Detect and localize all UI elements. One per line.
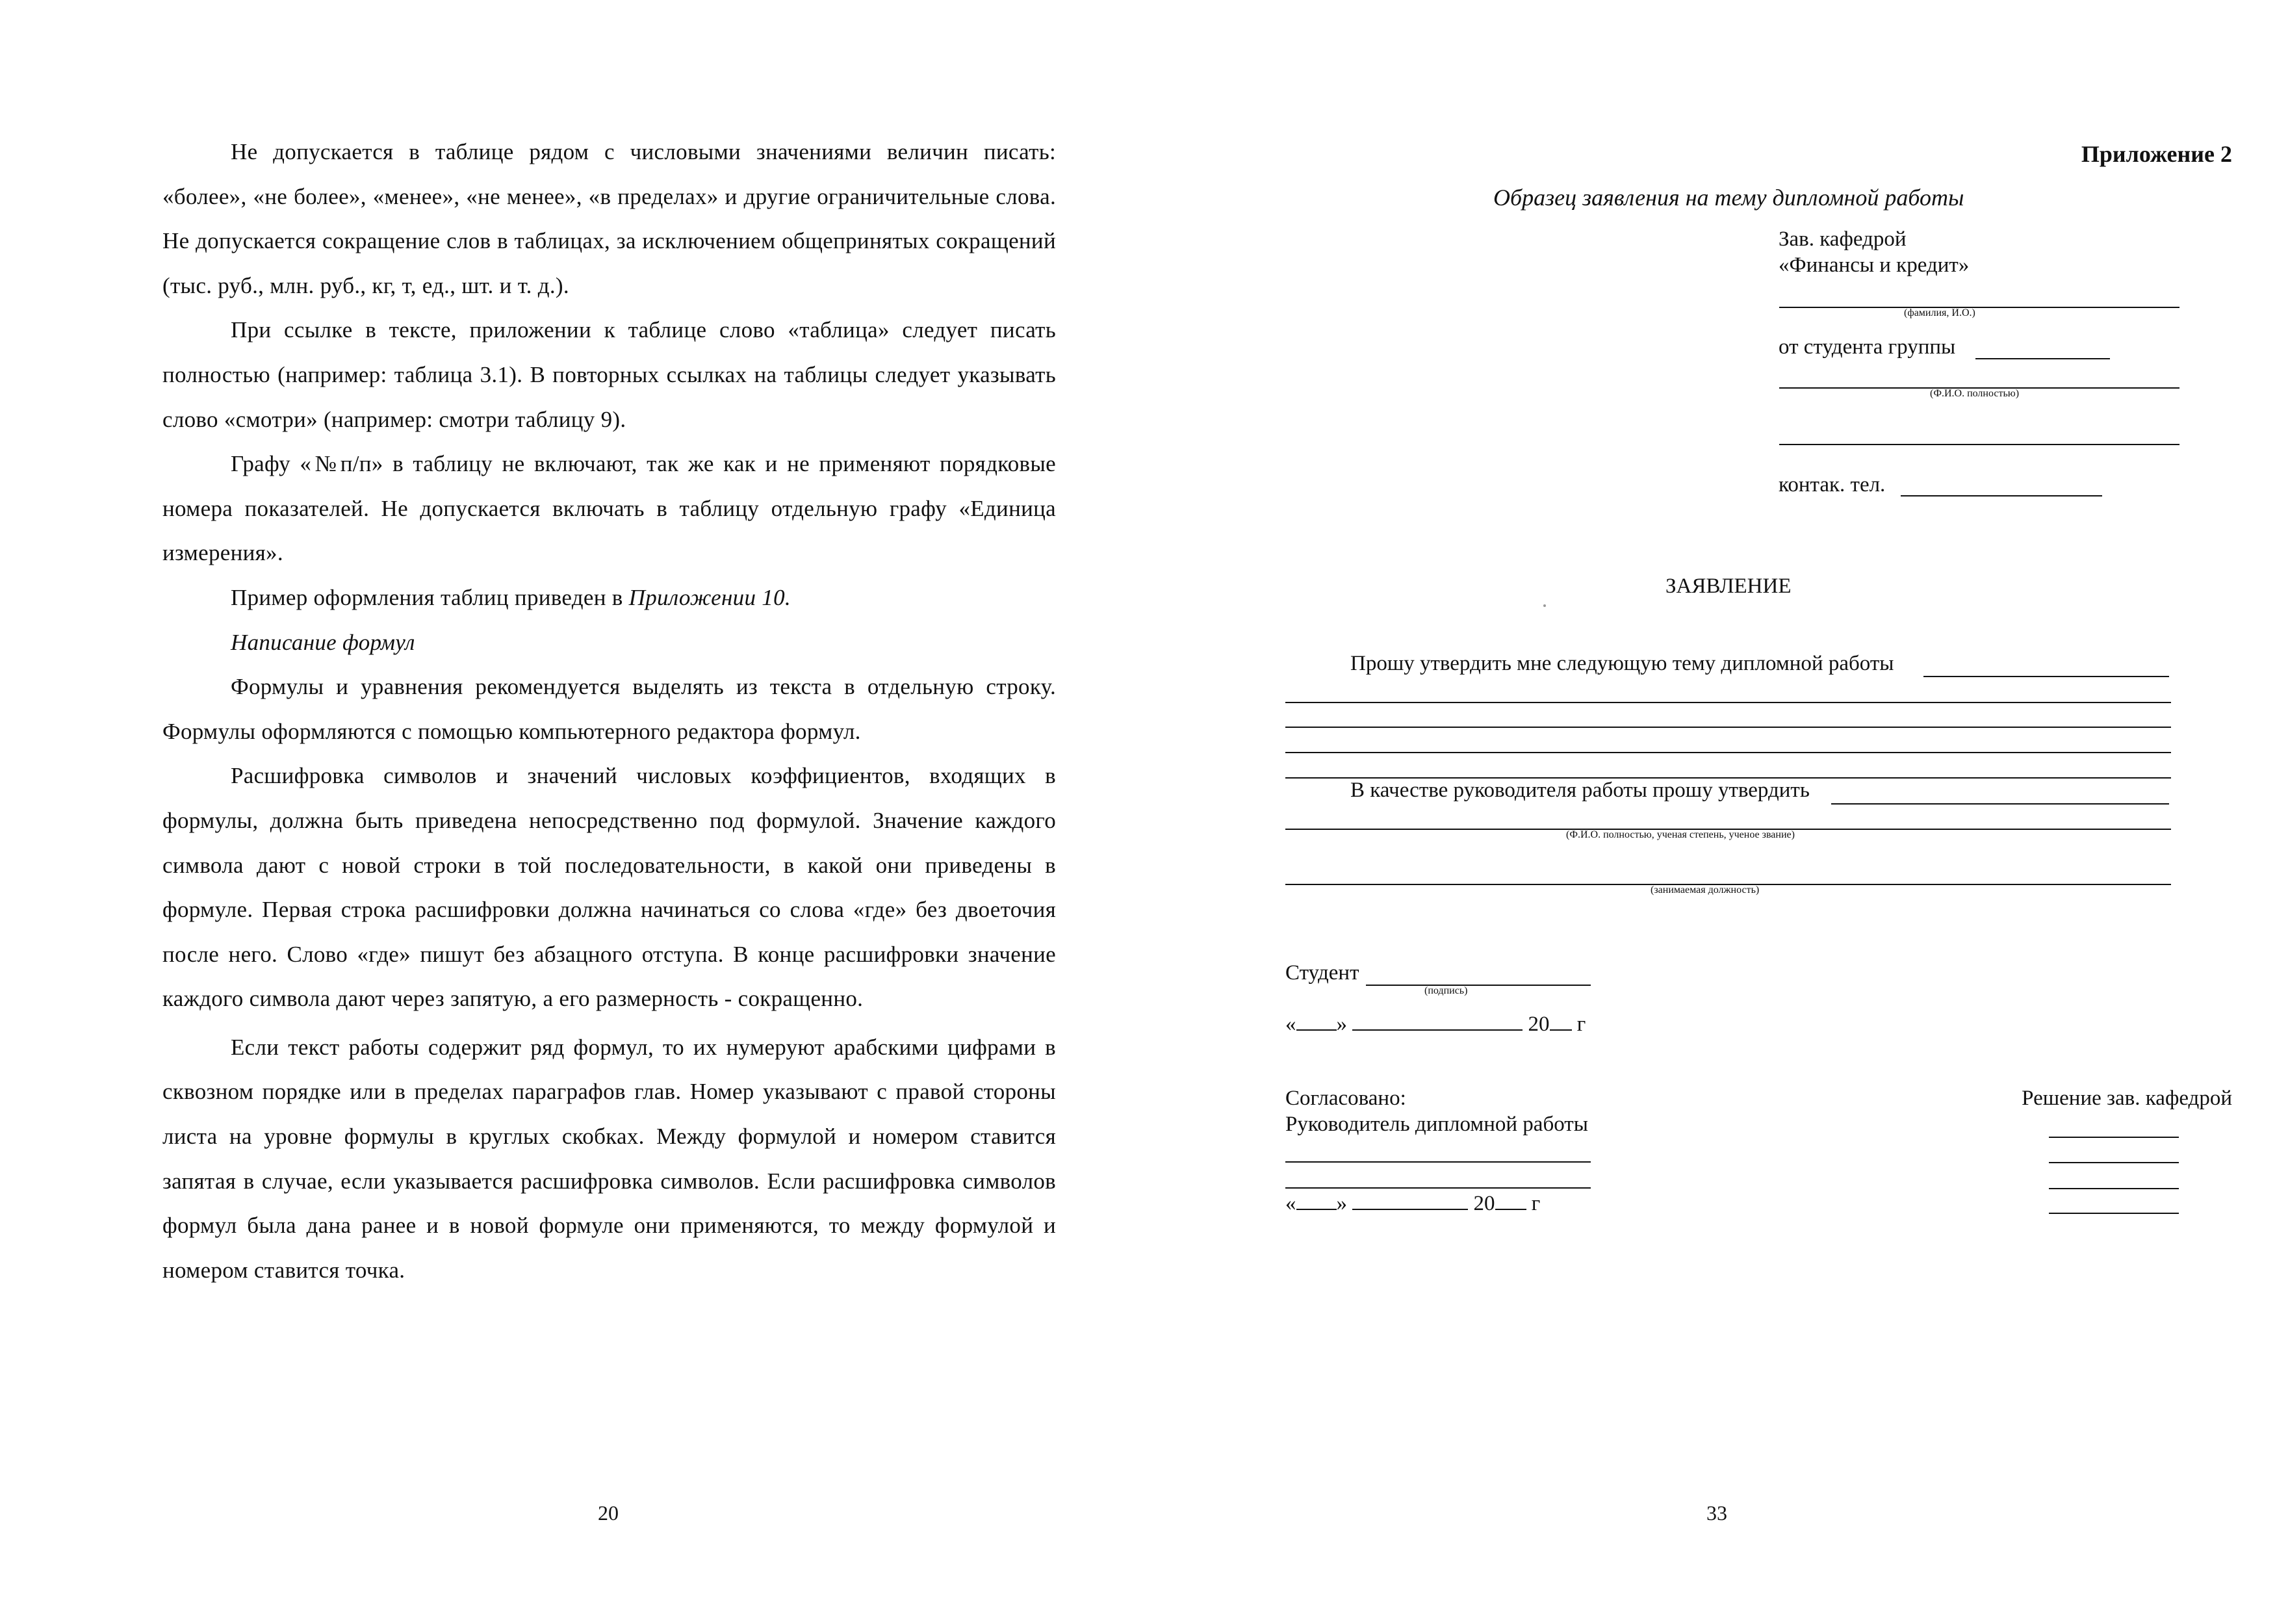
sample-title: Образец заявления на тему дипломной работы bbox=[1493, 185, 1964, 211]
year-suffix-2: г bbox=[1531, 1192, 1541, 1215]
contact-phone-label: контак. тел. bbox=[1779, 473, 1886, 496]
year-prefix-2: 20 bbox=[1473, 1192, 1495, 1215]
topic-line-2 bbox=[1285, 727, 2171, 728]
decision-line-2 bbox=[2049, 1162, 2179, 1163]
date-open-quote-2: « bbox=[1285, 1192, 1296, 1215]
decision-line-1 bbox=[2049, 1137, 2179, 1138]
day-blank-2 bbox=[1296, 1191, 1337, 1210]
decision-line-3 bbox=[2049, 1188, 2179, 1189]
date-close-quote: » bbox=[1336, 1012, 1347, 1036]
paragraph-formula-numbering: Если текст работы содержит ряд формул, то их нумеруют арабскими цифрами в сквозном порядке или в пределах параграфов глав. Номер указывают с правой стороны листа на уровне формулы в круглых скобках. Между формулой и номером ставится запятая в случае, если указывается расшифровка символов. Если расшифровка символов формул была дана ранее и в новой формуле они применяются, то между формулой и номером ставится точка. bbox=[162, 1034, 1056, 1283]
caption-supervisor: (Ф.И.О. полностью, ученая степень, ученое звание) bbox=[1566, 829, 1795, 840]
appendix-title: Приложение 2 bbox=[2081, 141, 2232, 167]
caption-position: (занимаемая должность) bbox=[1651, 884, 1760, 896]
paragraph-table-restrictions: Не допускается в таблице рядом с числовыми значениями величин писать: «более», «не более», «менее», «не менее», «в пределах» и другие ограничительные слова. Не допускается сокращение слов в таблицах, за исключением общепринятых сокращений (тыс. руб., млн. руб., кг, т, ед., шт. и т. д.). bbox=[162, 139, 1056, 298]
appendix-10-link: Приложении 10. bbox=[628, 584, 791, 610]
caption-signature: (подпись) bbox=[1424, 985, 1468, 996]
student-signature-line bbox=[1366, 985, 1591, 986]
supervisor-sign-line-1 bbox=[1285, 1161, 1591, 1163]
supervisor-line-0 bbox=[1831, 803, 2169, 805]
supervisor-date bbox=[1285, 1191, 1540, 1216]
year-prefix: 20 bbox=[1528, 1012, 1550, 1036]
month-blank bbox=[1352, 1011, 1523, 1031]
paragraph-table-column: Графу «№п/п» в таблицу не включают, так же как и не применяют порядковые номера показателей. Не допускается включать в таблицу отдельную графу «Единица измерения». bbox=[162, 451, 1056, 566]
left-page-number: 20 bbox=[598, 1501, 619, 1525]
formula-heading: Написание формул bbox=[231, 629, 415, 655]
year-suffix: г bbox=[1576, 1012, 1586, 1036]
caption-surname: (фамилия, И.О.) bbox=[1904, 307, 1975, 318]
decision-line-4 bbox=[2049, 1213, 2179, 1214]
day-blank bbox=[1296, 1011, 1337, 1031]
supervisor-label: Руководитель дипломной работы bbox=[1285, 1113, 1588, 1136]
example-prefix: Пример оформления таблиц приведен в bbox=[231, 584, 629, 610]
paragraph-formula-intro: Формулы и уравнения рекомендуется выделять из текста в отдельную строку. Формулы оформляются с помощью компьютерного редактора формул. bbox=[162, 674, 1056, 744]
request-topic: Прошу утвердить мне следующую тему дипломной работы bbox=[1350, 652, 1894, 675]
addressee-line2: «Финансы и кредит» bbox=[1779, 253, 1970, 277]
year-blank bbox=[1550, 1011, 1572, 1031]
year-blank-2 bbox=[1495, 1191, 1526, 1210]
topic-line-1 bbox=[1285, 702, 2171, 703]
decision-label: Решение зав. кафедрой bbox=[2022, 1087, 2232, 1110]
addressee-line1: Зав. кафедрой bbox=[1779, 227, 1907, 251]
from-student-label: от студента группы bbox=[1779, 335, 1956, 359]
fullname-line-2 bbox=[1779, 444, 2179, 445]
surname-line bbox=[1779, 307, 2179, 308]
supervisor-sign-line-2 bbox=[1285, 1187, 1591, 1189]
student-date bbox=[1285, 1011, 1586, 1037]
caption-fullname: (Ф.И.О. полностью) bbox=[1930, 388, 2020, 399]
paragraph-table-reference: При ссылке в тексте, приложении к таблице слово «таблица» следует писать полностью (например: таблица 3.1). В повторных ссылках на таблицы следует указывать слово «смотри» (например: смотри таблицу 9). bbox=[162, 317, 1056, 432]
date-open-quote: « bbox=[1285, 1012, 1296, 1036]
student-label: Студент bbox=[1285, 961, 1359, 985]
phone-line bbox=[1901, 495, 2102, 496]
topic-line-0 bbox=[1923, 676, 2169, 677]
topic-line-3 bbox=[1285, 752, 2171, 753]
group-line bbox=[1975, 358, 2110, 359]
scan-speck bbox=[1543, 604, 1546, 607]
left-body-text bbox=[162, 130, 1056, 1293]
date-close-quote-2: » bbox=[1336, 1192, 1347, 1215]
paragraph-formula-decoding: Расшифровка символов и значений числовых коэффициентов, входящих в формулы, должна быть приведена непосредственно под формулой. Значение каждого символа дают с новой строки в той последовательности, в какой они приведены в формуле. Первая строка расшифровки должна начинаться со слова «где» без двоеточия после него. Слово «где» пишут без абзацного отступа. В конце расшифровки значение каждого символа дают через запятую, а его размерность - сокращенно. bbox=[162, 763, 1056, 1012]
agreed-label: Согласовано: bbox=[1285, 1087, 1406, 1110]
request-supervisor: В качестве руководителя работы прошу утвердить bbox=[1350, 779, 1810, 802]
right-page bbox=[1144, 0, 2288, 1624]
right-page-number: 33 bbox=[1706, 1501, 1727, 1525]
paragraph-table-example bbox=[162, 576, 1056, 621]
month-blank-2 bbox=[1352, 1191, 1468, 1210]
statement-title: ЗАЯВЛЕНИЕ bbox=[1665, 574, 1792, 598]
